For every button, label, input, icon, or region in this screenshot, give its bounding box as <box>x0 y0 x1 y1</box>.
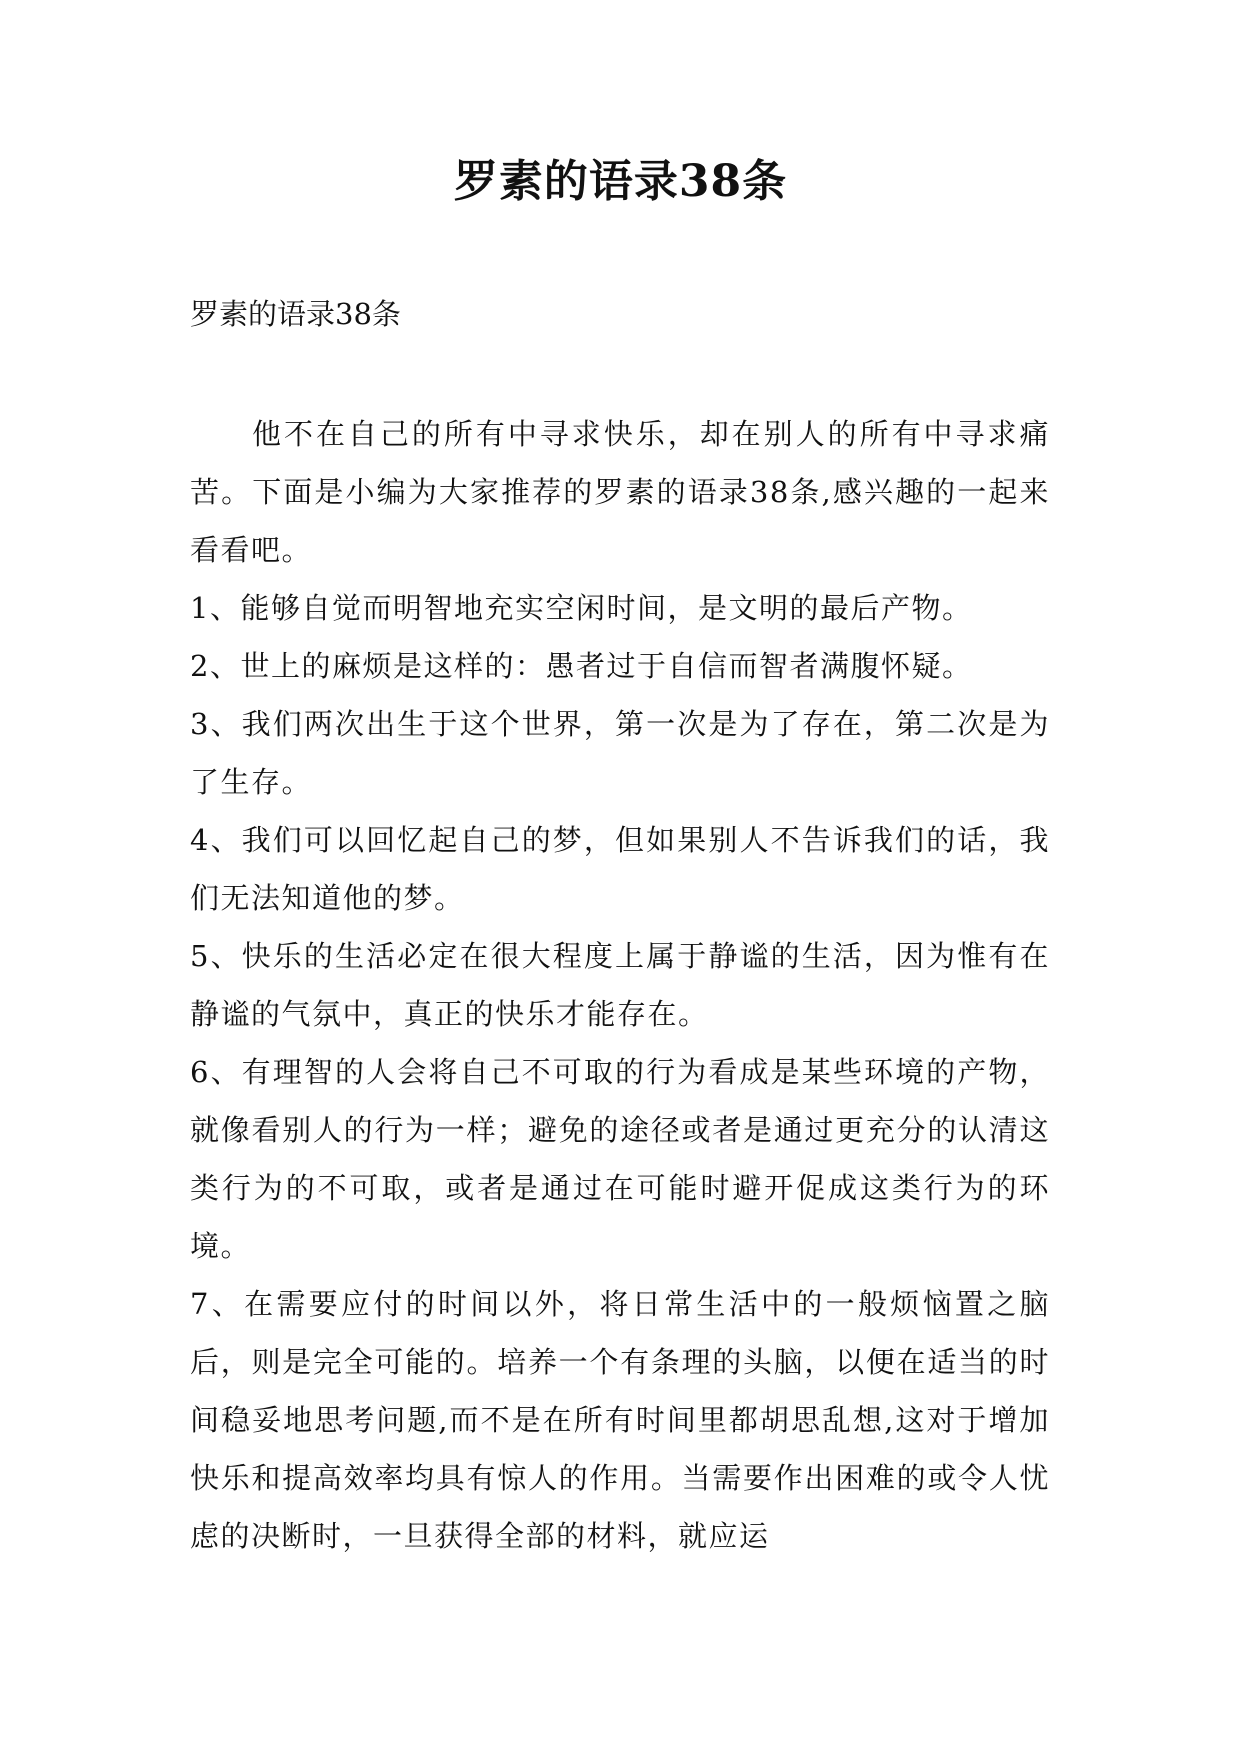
quote-item-5: 5、快乐的生活必定在很大程度上属于静谧的生活，因为惟有在静谧的气氛中，真正的快乐才能存在。 <box>190 939 1050 1031</box>
quote-item-1: 1、能够自觉而明智地充实空闲时间，是文明的最后产物。 <box>190 591 973 625</box>
document-title: 罗素的语录38条 <box>453 156 788 207</box>
quote-item-7: 7、在需要应付的时间以外，将日常生活中的一般烦恼置之脑后，则是完全可能的。培养一个有条理的头脑，以便在适当的时间稳妥地思考问题,而不是在所有时间里都胡思乱想,这对于增加快乐和提高效率均具有惊人的作用。当需要作出困难的或令人忧虑的决断时，一旦获得全部的材料，就应运 <box>190 1287 1050 1553</box>
document-body <box>190 405 1050 1565</box>
quote-item-2: 2、世上的麻烦是这样的：愚者过于自信而智者满腹怀疑。 <box>190 649 973 683</box>
quote-item-3: 3、我们两次出生于这个世界，第一次是为了存在，第二次是为了生存。 <box>190 707 1050 799</box>
quote-item-4: 4、我们可以回忆起自己的梦，但如果别人不告诉我们的话，我们无法知道他的梦。 <box>190 823 1050 915</box>
quote-item-6: 6、有理智的人会将自己不可取的行为看成是某些环境的产物，就像看别人的行为一样；避免的途径或者是通过更充分的认清这类行为的不可取，或者是通过在可能时避开促成这类行为的环境。 <box>190 1055 1050 1263</box>
intro-paragraph: 他不在自己的所有中寻求快乐，却在别人的所有中寻求痛苦。下面是小编为大家推荐的罗素的语录38条,感兴趣的一起来看看吧。 <box>190 417 1050 567</box>
document-subtitle: 罗素的语录38条 <box>190 297 401 331</box>
